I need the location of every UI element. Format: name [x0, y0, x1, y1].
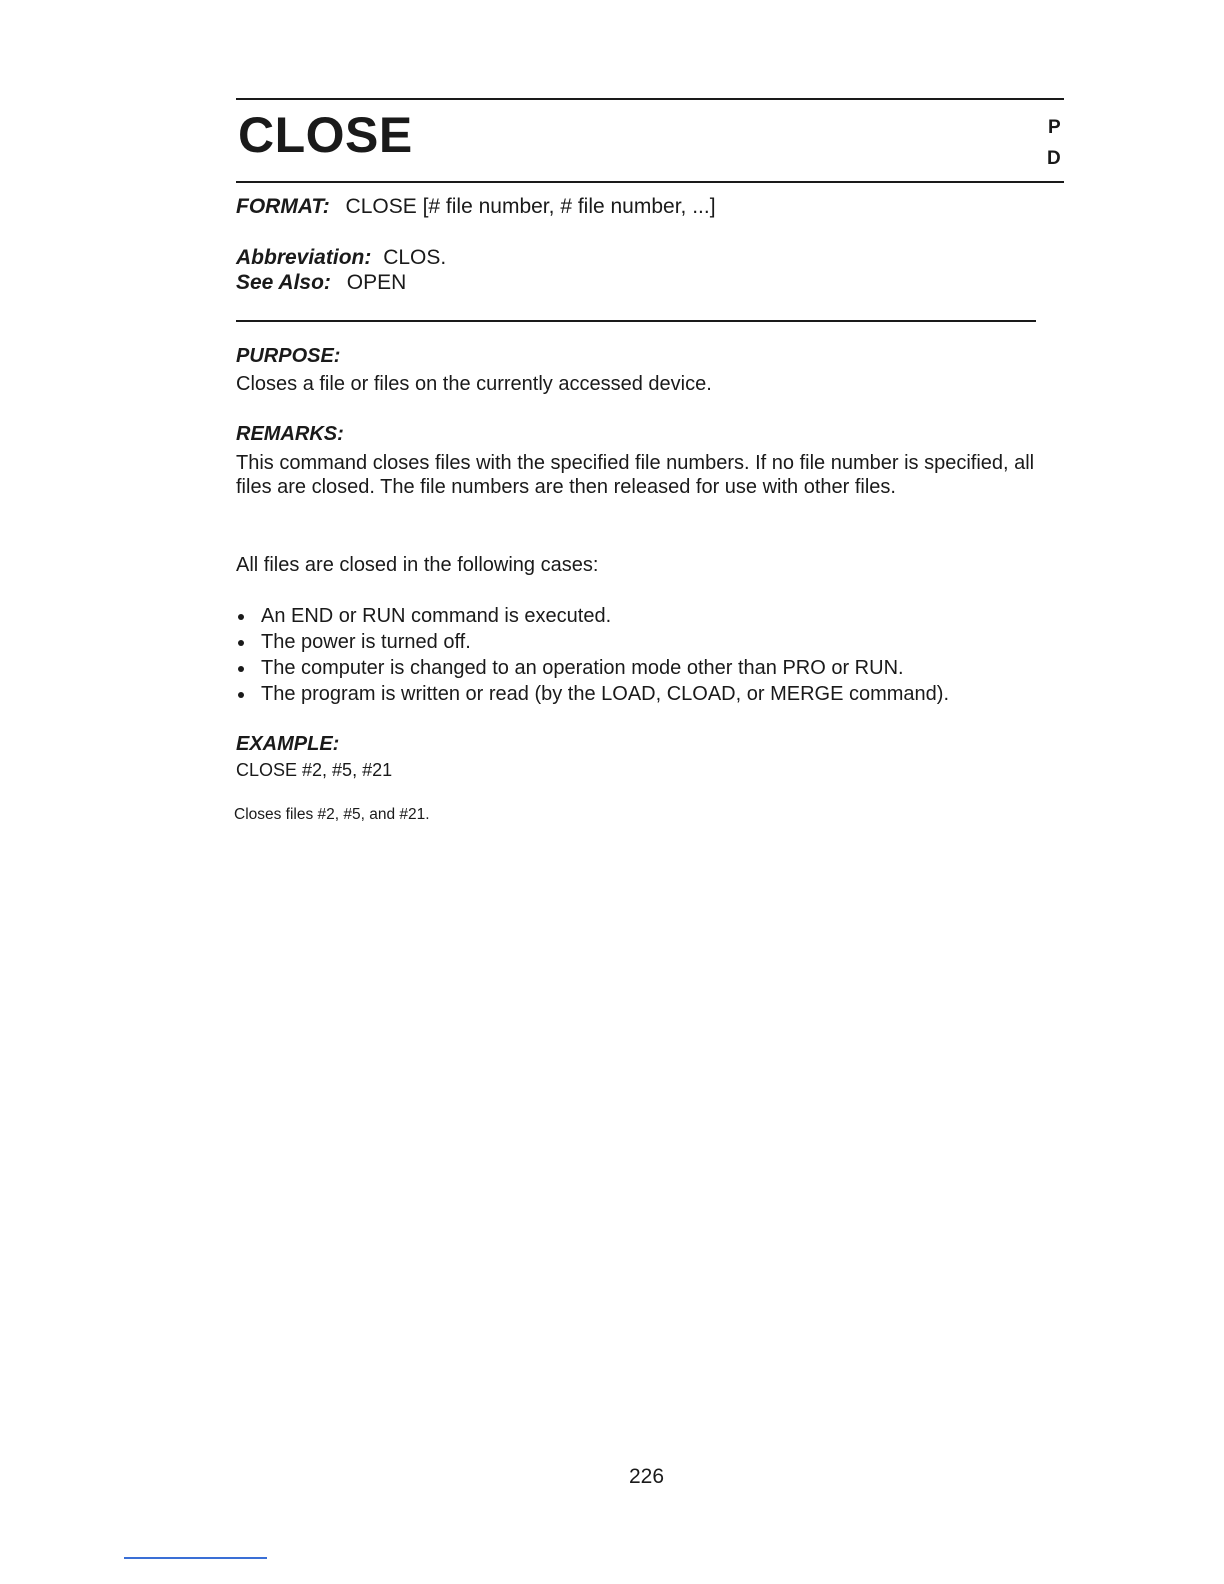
bullet-dot: [238, 614, 244, 620]
format-label: FORMAT:: [236, 195, 330, 218]
bottom-link-line: [124, 1557, 267, 1559]
list-item-text: The program is written or read (by the LOAD, CLOAD, or MERGE command).: [261, 683, 949, 705]
remarks-paragraph: This command closes files with the specified file numbers. If no file number is specified, all files are closed. The file numbers are then released for use with other files.: [236, 452, 1035, 498]
remarks-intro: All files are closed in the following cases:: [236, 554, 599, 576]
format-value: CLOSE [# file number, # file number, ...]: [345, 195, 716, 218]
see-also-line: [236, 270, 406, 295]
purpose-text: Closes a file or files on the currently accessed device.: [236, 373, 712, 395]
abbreviation-line: [236, 245, 446, 270]
mode-indicator-p: P: [1048, 117, 1061, 138]
purpose-heading: PURPOSE:: [236, 345, 341, 367]
bullet-dot: [238, 640, 244, 646]
abbreviation-label: Abbreviation:: [236, 246, 372, 269]
remarks-heading: REMARKS:: [236, 423, 344, 445]
example-heading: EXAMPLE:: [236, 733, 340, 755]
see-also-label: See Also:: [236, 271, 331, 294]
header-top-rule: [236, 98, 1064, 100]
format-line: [236, 194, 716, 219]
list-item: [236, 629, 949, 655]
bullet-dot: [238, 692, 244, 698]
list-item-text: An END or RUN command is executed.: [261, 605, 612, 627]
list-item: [236, 681, 949, 707]
list-item-text: The computer is changed to an operation mode other than PRO or RUN.: [261, 657, 904, 679]
bullet-dot: [238, 666, 244, 672]
page-title: CLOSE: [238, 107, 413, 163]
header-bottom-rule: [236, 181, 1064, 183]
example-note: Closes files #2, #5, and #21.: [234, 806, 430, 823]
list-item: [236, 603, 949, 629]
page-number: 226: [629, 1465, 665, 1488]
mode-indicator-d: D: [1047, 148, 1061, 169]
list-item: [236, 655, 949, 681]
section-rule: [236, 320, 1036, 322]
example-code: CLOSE #2, #5, #21: [236, 760, 393, 780]
see-also-value: OPEN: [346, 271, 407, 294]
remarks-bullet-list: [236, 603, 949, 707]
abbreviation-value: CLOS.: [383, 246, 447, 269]
list-item-text: The power is turned off.: [261, 631, 471, 653]
